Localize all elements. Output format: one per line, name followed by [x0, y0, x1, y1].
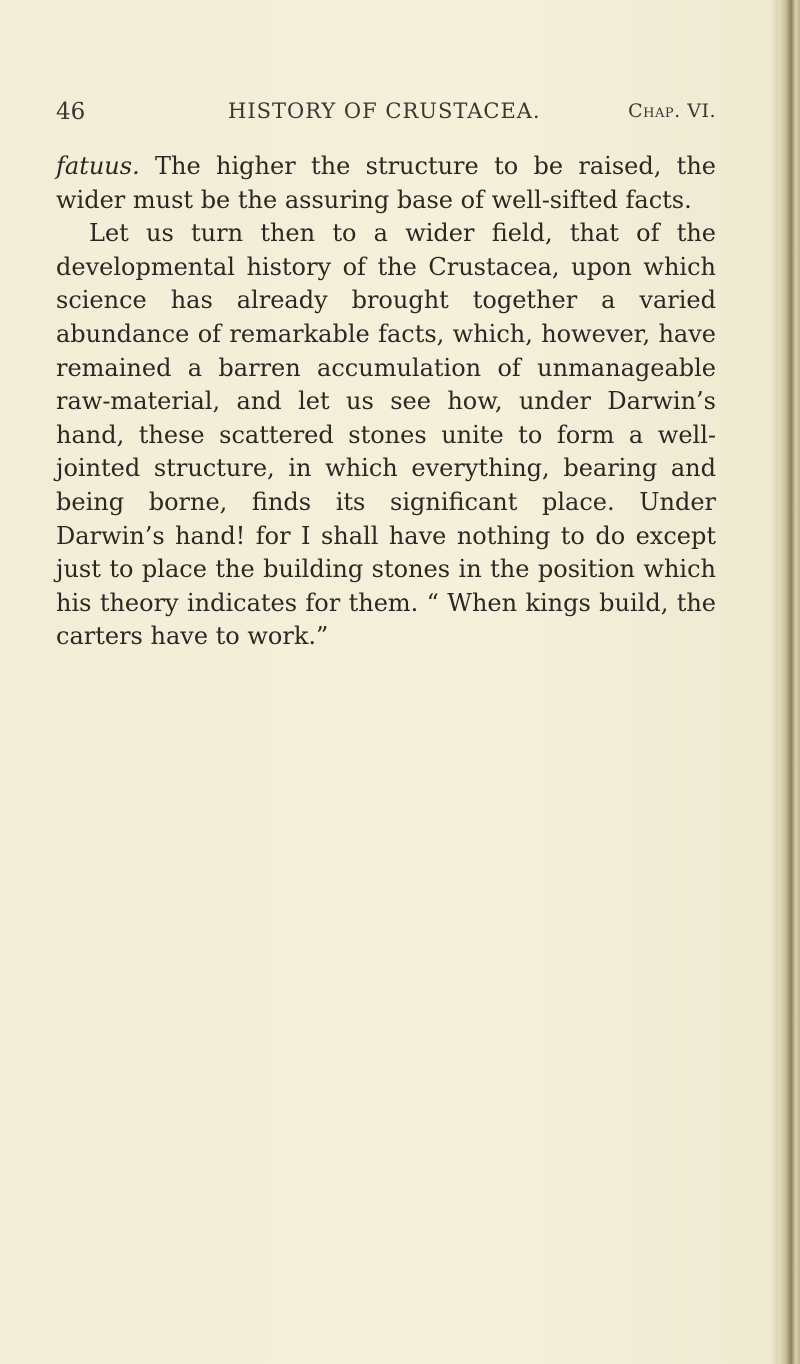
- running-title: HISTORY OF CRUSTACEA.: [228, 99, 541, 123]
- page-number: 46: [56, 99, 86, 125]
- chapter-label: [628, 100, 716, 122]
- page-gutter-shadow: [770, 0, 778, 1364]
- main-paragraph: Let us turn then to a wider field, that of the developmental history of the Crustacea, upon which science has already brought together a varied abundance of remarkable facts, which, however, have remained a barren accumulation of unmanageable raw-material, and let us see how, under Darwin’s hand, these scattered stones unite to form a well-jointed structure, in which everything, bearing and being borne, finds its significant place. Under Darwin’s hand! for I shall have nothing to do except just to place the building stones in the position which his theory indicates for them. “ When kings build, the carters have to work.”: [56, 219, 716, 651]
- running-header: [56, 99, 716, 135]
- opening-paragraph: [56, 150, 716, 217]
- chapter-text: Chap. VI.: [628, 100, 716, 122]
- opening-text: The higher the structure to be raised, the wider must be the assuring base of well-sifted facts.: [56, 152, 716, 214]
- page-edge: [778, 0, 800, 1364]
- opening-italic-word: fatuus.: [56, 152, 140, 180]
- body-text: [56, 150, 716, 654]
